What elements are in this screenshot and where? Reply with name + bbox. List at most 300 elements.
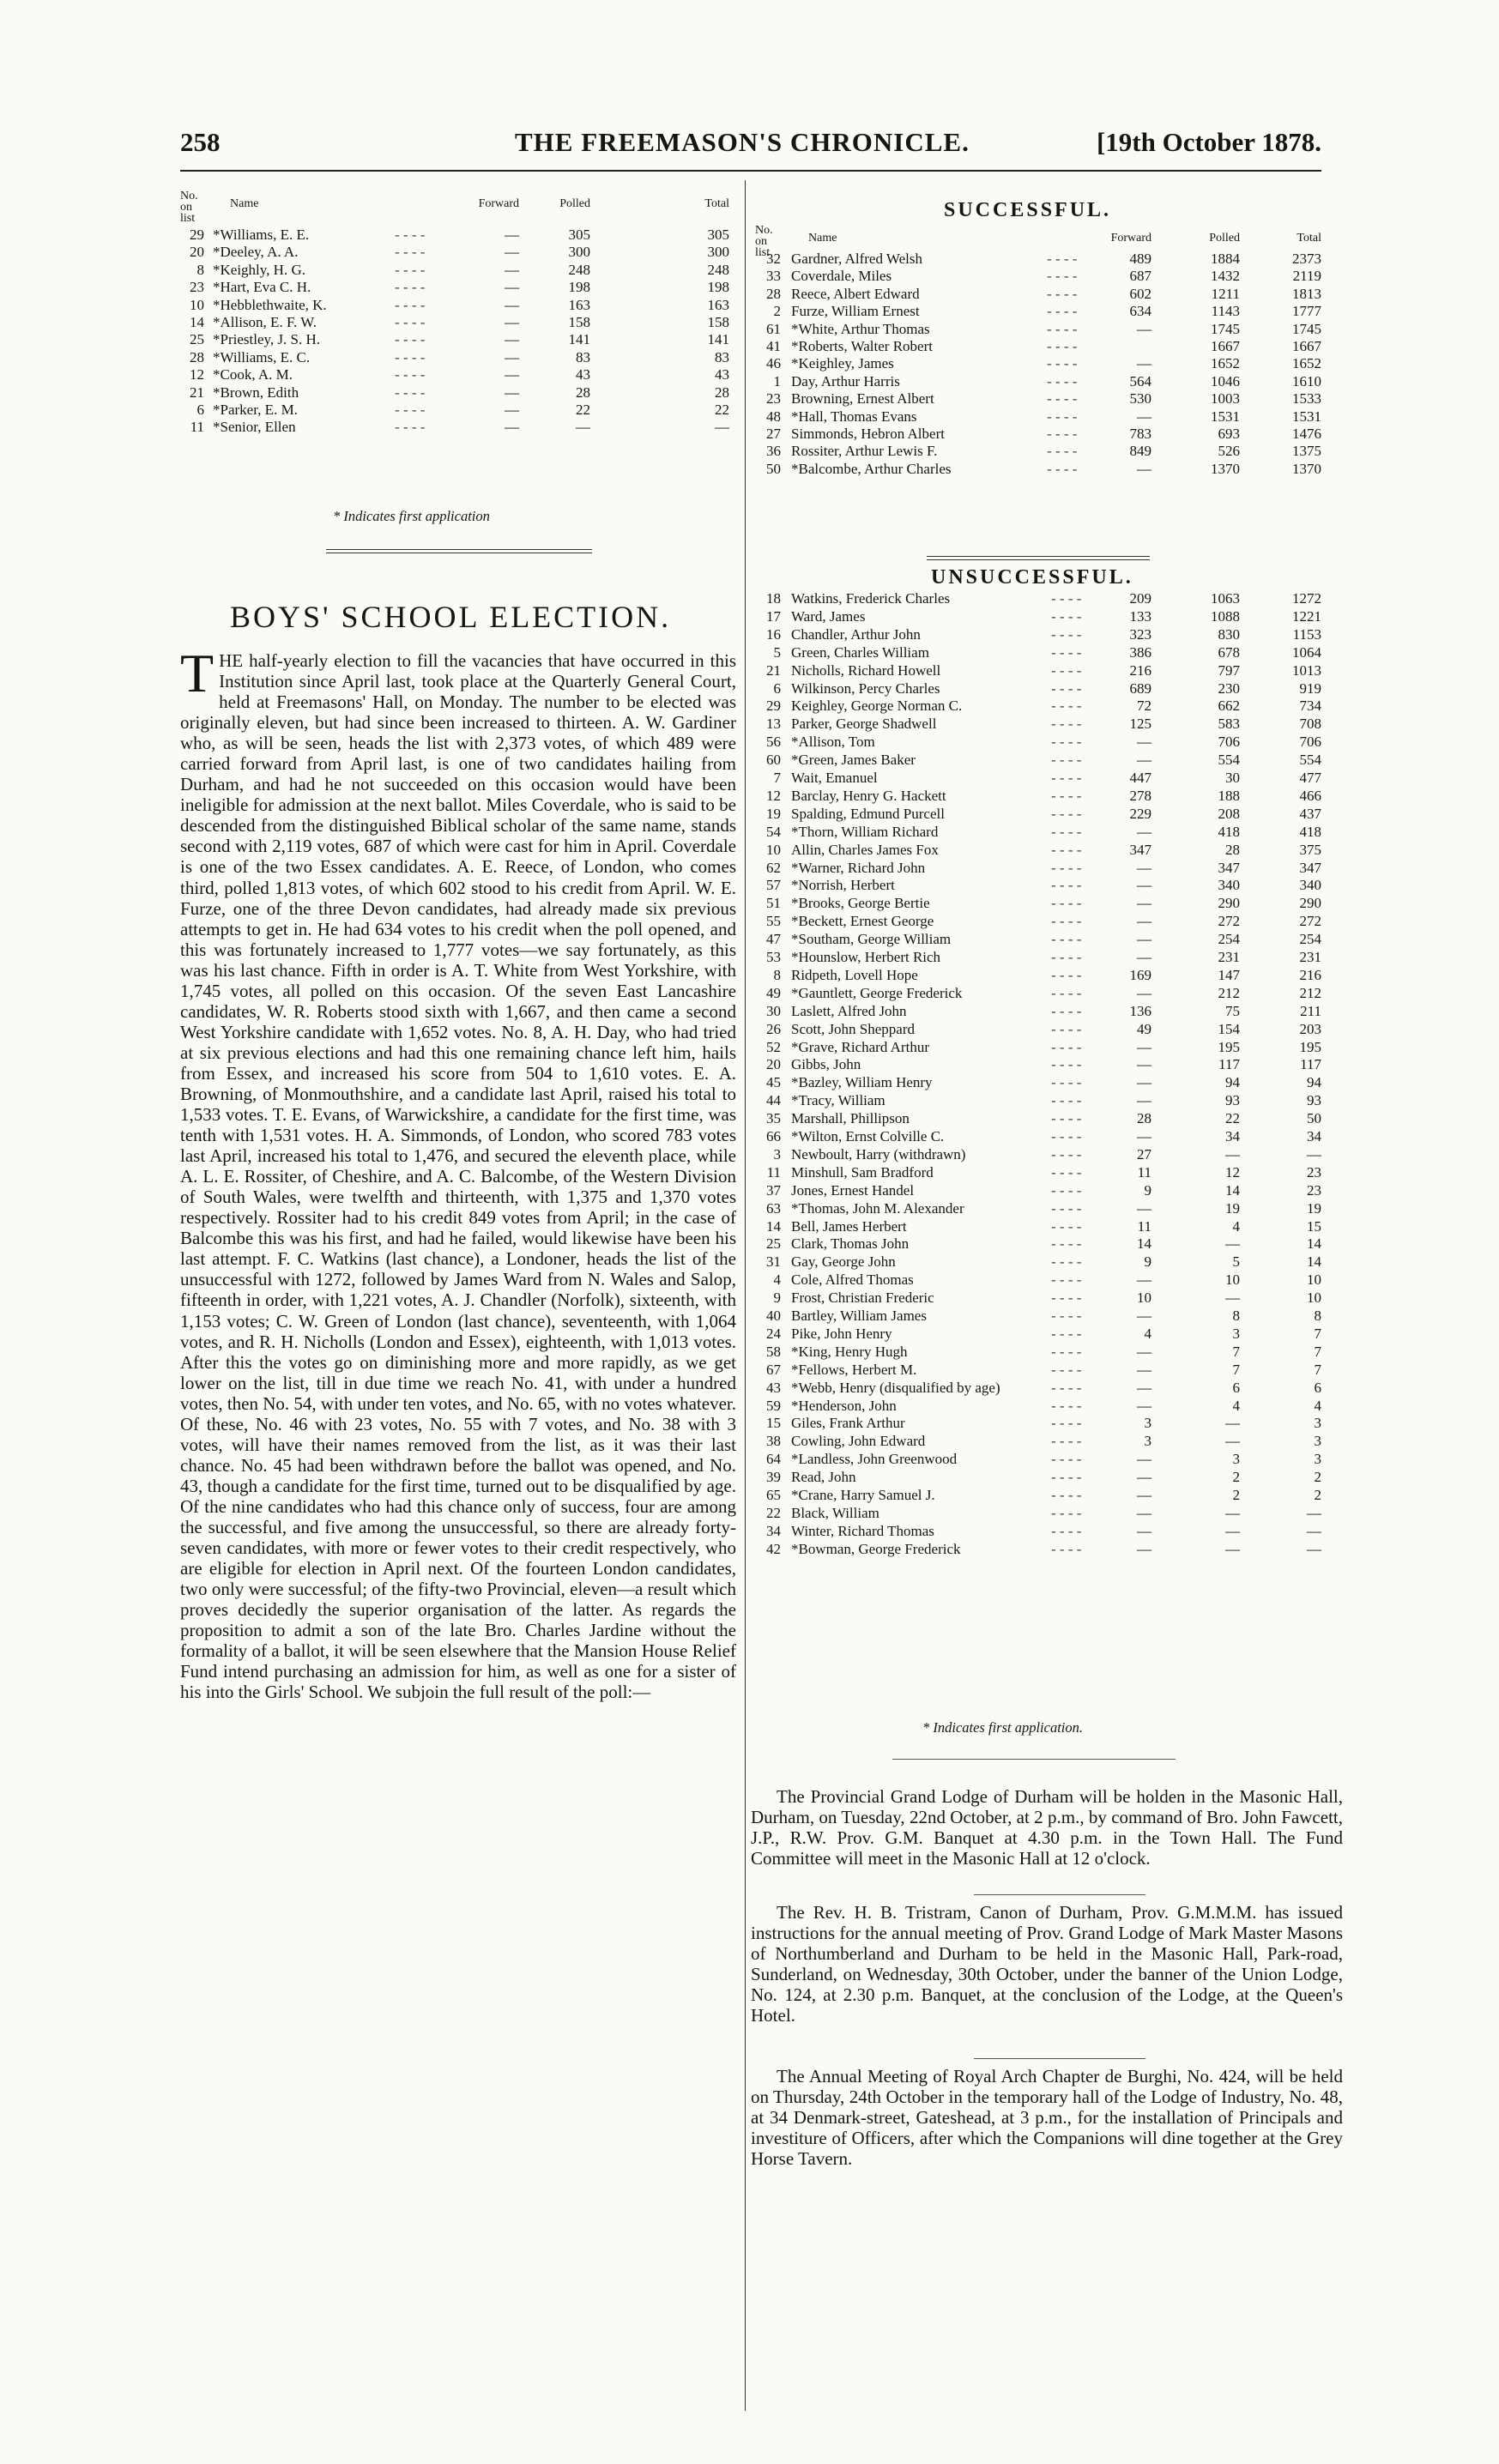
cell-total: 3 xyxy=(1314,1433,1321,1450)
cell-total: 23 xyxy=(1307,1181,1321,1199)
cell-total: — xyxy=(1307,1522,1321,1539)
cell-no: 24 xyxy=(766,1325,781,1342)
cell-no: 20 xyxy=(766,1056,781,1073)
leader-dots: - - - - xyxy=(1051,1253,1082,1271)
cell-no: 49 xyxy=(766,984,781,1001)
table-row xyxy=(180,331,738,348)
table-row xyxy=(755,1451,1326,1468)
table-row xyxy=(755,408,1326,426)
table-row xyxy=(755,860,1326,877)
cell-polled: 12 xyxy=(1225,1163,1240,1181)
cell-polled: 1370 xyxy=(1211,460,1240,477)
cell-no: 6 xyxy=(196,402,204,418)
cell-name: *Priestley, J. S. H. xyxy=(213,331,320,348)
cell-name: *Thomas, John M. Alexander xyxy=(791,1199,964,1217)
leader-dots: - - - - xyxy=(395,226,426,243)
cell-name: Gay, George John xyxy=(791,1253,896,1271)
cell-polled: — xyxy=(1225,1145,1240,1163)
cell-polled: 797 xyxy=(1218,661,1240,679)
cell-name: *Allison, E. F. W. xyxy=(213,314,317,330)
table-row xyxy=(755,824,1326,841)
cell-no: 14 xyxy=(190,314,204,330)
leader-dots: - - - - xyxy=(1051,716,1082,733)
leader-dots: - - - - xyxy=(1051,625,1082,643)
leader-dots: - - - - xyxy=(1051,607,1082,625)
cell-no: 44 xyxy=(766,1092,781,1109)
cell-total: 117 xyxy=(1300,1056,1321,1073)
table-row xyxy=(755,1146,1326,1163)
cell-name: *Hebblethwaite, K. xyxy=(213,296,327,313)
cell-total: 14 xyxy=(1307,1235,1321,1253)
cell-name: *Cook, A. M. xyxy=(213,366,293,383)
cell-forward: — xyxy=(1137,1522,1151,1539)
cell-forward: 72 xyxy=(1137,698,1151,715)
cell-no: 40 xyxy=(766,1307,781,1324)
cell-polled: 830 xyxy=(1218,625,1240,643)
table-row xyxy=(755,1074,1326,1091)
cell-polled: 3 xyxy=(1232,1451,1240,1468)
cell-forward: 447 xyxy=(1129,770,1151,786)
cell-no: 50 xyxy=(766,460,781,477)
cell-total: 1533 xyxy=(1292,390,1321,408)
cell-total: 163 xyxy=(707,296,729,313)
table-row xyxy=(755,1253,1326,1271)
cell-no: 5 xyxy=(773,643,781,661)
cell-forward: 3 xyxy=(1144,1433,1151,1450)
cell-name: Clark, Thomas John xyxy=(791,1235,910,1253)
cell-name: *Hart, Eva C. H. xyxy=(213,279,311,296)
cell-forward: 783 xyxy=(1129,426,1151,442)
table-row xyxy=(755,1289,1326,1307)
cell-name: *Roberts, Walter Robert xyxy=(791,338,933,354)
cell-polled: 1088 xyxy=(1211,607,1240,625)
cell-no: 8 xyxy=(773,966,781,983)
cell-name: Pike, John Henry xyxy=(791,1325,892,1342)
cell-name: *Deeley, A. A. xyxy=(213,244,299,261)
drop-cap: T xyxy=(180,643,215,704)
cell-name: *Landless, John Greenwood xyxy=(791,1451,958,1468)
cell-forward: — xyxy=(1137,408,1151,425)
cell-polled: 1046 xyxy=(1211,372,1240,390)
cell-polled: 22 xyxy=(576,402,590,418)
leader-dots: - - - - xyxy=(1051,661,1082,679)
cell-no: 43 xyxy=(766,1379,781,1396)
cell-polled: 208 xyxy=(1218,805,1240,822)
cell-total: 305 xyxy=(707,226,729,243)
section-divider xyxy=(927,556,1150,560)
cell-total: 15 xyxy=(1307,1217,1321,1235)
leader-dots: - - - - xyxy=(1051,1092,1082,1109)
cell-forward: 689 xyxy=(1129,679,1151,697)
leader-dots: - - - - xyxy=(1047,372,1078,390)
column-header-name: Name xyxy=(230,197,259,210)
cell-no: 33 xyxy=(766,268,781,285)
cell-polled: 22 xyxy=(1225,1110,1240,1127)
cell-name: *Beckett, Ernest George xyxy=(791,913,934,930)
cell-total: 19 xyxy=(1307,1199,1321,1217)
cell-polled: 158 xyxy=(568,314,590,330)
table-row xyxy=(180,244,738,261)
cell-polled: 340 xyxy=(1218,877,1240,894)
table-row xyxy=(755,1056,1326,1073)
leader-dots: - - - - xyxy=(395,279,426,296)
leader-dots: - - - - xyxy=(1047,355,1078,372)
cell-no: 47 xyxy=(766,931,781,948)
cell-name: Furze, William Ernest xyxy=(791,303,920,320)
cell-total: — xyxy=(1307,1145,1321,1163)
leader-dots: - - - - xyxy=(1051,1110,1082,1127)
cell-total: 14 xyxy=(1307,1253,1321,1271)
cell-total: — xyxy=(1307,1504,1321,1521)
cell-name: Ridpeth, Lovell Hope xyxy=(791,966,918,983)
cell-no: 7 xyxy=(773,770,781,786)
cell-no: 18 xyxy=(766,590,781,607)
cell-total: 2 xyxy=(1314,1469,1321,1486)
cell-name: Giles, Frank Arthur xyxy=(791,1415,905,1432)
cell-name: Laslett, Alfred John xyxy=(791,1002,907,1019)
table-row xyxy=(180,419,738,436)
cell-total: 212 xyxy=(1299,984,1321,1001)
cell-no: 1 xyxy=(773,372,781,390)
cell-total: 211 xyxy=(1300,1002,1321,1019)
cell-total: 7 xyxy=(1314,1343,1321,1360)
cell-no: 66 xyxy=(766,1128,781,1144)
cell-name: Barclay, Henry G. Hackett xyxy=(791,787,946,804)
cell-polled: 43 xyxy=(576,366,590,383)
cell-total: 7 xyxy=(1314,1325,1321,1342)
cell-total: 1272 xyxy=(1292,590,1321,607)
leader-dots: - - - - xyxy=(1051,1002,1082,1019)
table-row xyxy=(755,1344,1326,1361)
leader-dots: - - - - xyxy=(1051,823,1082,840)
cell-forward: — xyxy=(1137,1307,1151,1324)
cell-no: 53 xyxy=(766,949,781,965)
cell-forward: — xyxy=(1137,913,1151,930)
cell-polled: 248 xyxy=(568,261,590,278)
cell-polled: 272 xyxy=(1218,913,1240,930)
cell-forward: — xyxy=(1137,1038,1151,1055)
page-header xyxy=(180,127,1321,168)
cell-total: 734 xyxy=(1299,698,1321,715)
notice-mark-masons: The Rev. H. B. Tristram, Canon of Durham, Prov. G.M.M.M. has issued instructions for the annual meeting of Prov. Grand Lodge of Mark Master Masons of Northumberland and Durham to be held in the Masonic Hall, Park-road, Sunderland, on Wednesday, 30th October, under the banner of the Union Lodge, No. 124, at 2.30 p.m. Banquet, at the conclusion of the Lodge, at the Queen's Hotel. xyxy=(751,1902,1343,2026)
cell-forward: — xyxy=(1137,877,1151,894)
cell-name: *Brooks, George Bertie xyxy=(791,895,930,912)
cell-polled: 30 xyxy=(1225,770,1240,786)
cell-no: 4 xyxy=(773,1271,781,1289)
table-row xyxy=(755,461,1326,478)
leader-dots: - - - - xyxy=(1051,859,1082,876)
cell-total: 1610 xyxy=(1292,372,1321,390)
cell-polled: 163 xyxy=(568,296,590,313)
cell-no: 27 xyxy=(766,426,781,442)
cell-forward: — xyxy=(505,331,519,348)
cell-forward: — xyxy=(1137,1361,1151,1378)
cell-total: 1013 xyxy=(1292,661,1321,679)
leader-dots: - - - - xyxy=(1051,752,1082,769)
leader-dots: - - - - xyxy=(1051,1325,1082,1342)
cell-forward: 602 xyxy=(1129,285,1151,302)
cell-polled: 2 xyxy=(1232,1487,1240,1503)
cell-no: 26 xyxy=(766,1020,781,1037)
cell-polled: 212 xyxy=(1218,984,1240,1001)
cell-forward: — xyxy=(1137,1343,1151,1360)
cell-total: 1221 xyxy=(1292,607,1321,625)
cell-no: 56 xyxy=(766,734,781,751)
cell-polled: — xyxy=(1225,1289,1240,1307)
cell-forward: — xyxy=(1137,734,1151,751)
cell-forward: 278 xyxy=(1129,787,1151,804)
table-row xyxy=(755,1039,1326,1056)
cell-name: Browning, Ernest Albert xyxy=(791,390,934,408)
article-body xyxy=(180,643,736,1703)
cell-polled: 117 xyxy=(1218,1056,1240,1073)
table-row xyxy=(755,842,1326,859)
article-text: HE half-yearly election to fill the vacancies that have occurred in this Institution since April last, took place at the Quarterly General Court, held at Freemasons' Hall, on Monday. The number to be elected was originally eleven, but had since been increased to thirteen. A. W. Gardiner who, as will be seen, heads the list with 2,373 votes, of which 489 were carried forward from April last, is one of two candidates hailing from Durham, and had he not succeeded on this occasion would have been ineligible for admission at the next ballot. Miles Coverdale, who is said to be descended from the distinguished Biblical scholar of the same name, stands second with 2,119 votes, 687 of which were cast for him in April. Coverdale is one of the two Essex candidates. A. E. Reece, of London, who comes third, polled 1,813 votes, of which 602 stood to his credit from April. W. E. Furze, one of the three Devon candidates, had already made six previous attempts to get in. He had 634 votes to his credit when the poll opened, and this was fortunately increased to 1,777 votes—we say fortunately, as this was his last chance. Fifth in order is A. T. White from West Yorkshire, with 1,745 votes, all polled on this occasion. Of the seven East Lancashire candidates, W. R. Roberts stood sixth with 1,667, and then came a second West Yorkshire candidate with 1,652 votes. No. 8, A. H. Day, who had tried at six previous elections and had this one remaining chance left him, hails from Essex, and increased his score from 504 to 1,610 votes. E. A. Browning, of Monmouthshire, and a candidate last April, raised his total to 1,533 votes. T. E. Evans, of Warwickshire, a candidate for the first time, was tenth with 1,531 votes. H. A. Simmonds, of London, who scored 783 votes last April, increased his total to 1,476, and secured the eleventh place, while A. L. E. Rossiter, of Cheshire, and A. C. Balcombe, of the Western Division of South Wales, were twelfth and thirteenth, with 1,375 and 1,370 votes respectively. Rossiter had to his credit 849 votes from April; in the case of Balcombe this was his first, and had he failed, would likewise have been his last attempt. F. C. Watkins (last chance), a Londoner, heads the list of the unsuccessful with 1272, followed by James Ward from N. Wales and Salop, fifteenth in order, with 1,221 votes, A. J. Chandler (Norfolk), sixteenth, with 1,153 votes; C. W. Green of London (last chance), seventeenth, with 1,064 votes, and R. H. Nicholls (London and Essex), eighteenth, with 1,013 votes. After this the votes go on diminishing more and more rapidly, as we get lower on the list, till in due time we reach No. 41, with under a hundred votes, then No. 54, with under ten votes, and No. 65, with no votes whatever. Of these, No. 46 with 23 votes, No. 55 with 7 votes, and No. 38 with 3 votes, will have their names removed from the list, as it was their last chance. No. 45 had been withdrawn before the ballot was opened, and No. 43, though a candidate for the first time, turned out to be disqualified by age. Of the nine candidates who had this chance only of success, four are among the successful, and five among the unsuccessful, so there are already forty-seven candidates, with more or fewer votes to their credit respectively, who are eligible for election in April next. Of the fourteen London candidates, two only were successful; of the fifty-two Provincial, eleven—a result which proves decidedly the superior organisation of the latter. As regards the proposition to admit a son of the late Bro. Charles Jardine without the formality of a ballot, it will be seen elsewhere that the Mansion House Relief Fund intend purchasing an admission for him, as well as one for a sister of his into the Girls' School. We subjoin the full result of the poll:— xyxy=(180,650,736,1703)
table-row xyxy=(755,1415,1326,1432)
leader-dots: - - - - xyxy=(395,419,426,436)
cell-name: *Fellows, Herbert M. xyxy=(791,1361,917,1378)
leader-dots: - - - - xyxy=(1047,460,1078,477)
table-row xyxy=(755,752,1326,769)
cell-polled: — xyxy=(576,419,590,436)
cell-forward: — xyxy=(505,244,519,261)
first-application-note: * Indicates first application xyxy=(333,508,490,524)
cell-polled: 1211 xyxy=(1211,285,1240,302)
cell-no: 16 xyxy=(766,625,781,643)
cell-polled: 195 xyxy=(1218,1038,1240,1055)
cell-polled: 678 xyxy=(1218,643,1240,661)
table-row xyxy=(755,806,1326,823)
cell-polled: 147 xyxy=(1218,966,1240,983)
cell-name: Scott, John Sheppard xyxy=(791,1020,916,1037)
cell-no: 2 xyxy=(773,303,781,320)
cell-name: *Southam, George William xyxy=(791,931,952,948)
cell-forward: 9 xyxy=(1144,1253,1151,1271)
header-rule xyxy=(180,170,1321,172)
cell-total: 290 xyxy=(1299,895,1321,912)
cell-polled: 141 xyxy=(568,331,590,348)
cell-forward: 229 xyxy=(1129,805,1151,822)
table-row xyxy=(755,1092,1326,1109)
cell-no: 62 xyxy=(766,859,781,876)
cell-no: 45 xyxy=(766,1074,781,1091)
cell-name: Reece, Albert Edward xyxy=(791,285,920,302)
cell-no: 25 xyxy=(766,1235,781,1253)
cell-no: 21 xyxy=(766,661,781,679)
leader-dots: - - - - xyxy=(395,331,426,348)
cell-no: 67 xyxy=(766,1361,781,1378)
cell-total: 254 xyxy=(1299,931,1321,948)
cell-no: 34 xyxy=(766,1522,781,1539)
cell-name: Black, William xyxy=(791,1504,879,1521)
cell-total: 203 xyxy=(1299,1020,1321,1037)
cell-total: 466 xyxy=(1299,787,1321,804)
unsuccessful-heading: UNSUCCESSFUL. xyxy=(931,566,1133,589)
table-row xyxy=(755,608,1326,625)
table-row xyxy=(755,931,1326,948)
cell-polled: 10 xyxy=(1225,1271,1240,1289)
cell-total: 23 xyxy=(1307,1163,1321,1181)
cell-no: 23 xyxy=(766,390,781,408)
cell-polled: 1143 xyxy=(1211,303,1240,320)
table-row xyxy=(755,734,1326,751)
cell-polled: — xyxy=(1225,1433,1240,1450)
cell-no: 17 xyxy=(766,607,781,625)
cell-name: Coverdale, Miles xyxy=(791,268,892,285)
cell-name: Read, John xyxy=(791,1469,856,1486)
cell-no: 9 xyxy=(773,1289,781,1307)
column-header-total: Total xyxy=(704,197,729,210)
cell-polled: 706 xyxy=(1218,734,1240,751)
cell-name: *Webb, Henry (disqualified by age) xyxy=(791,1379,1000,1396)
cell-polled: 154 xyxy=(1218,1020,1240,1037)
cell-no: 15 xyxy=(766,1415,781,1432)
cell-no: 3 xyxy=(773,1145,781,1163)
cell-total: — xyxy=(715,419,729,436)
table-row xyxy=(755,680,1326,698)
cell-total: 2373 xyxy=(1292,251,1321,267)
cell-polled: 75 xyxy=(1225,1002,1240,1019)
cell-no: 48 xyxy=(766,408,781,425)
cell-polled: 347 xyxy=(1218,859,1240,876)
leader-dots: - - - - xyxy=(1047,426,1078,442)
table-row xyxy=(755,286,1326,303)
leader-dots: - - - - xyxy=(1051,1307,1082,1324)
cell-polled: 93 xyxy=(1225,1092,1240,1109)
leader-dots: - - - - xyxy=(1051,1415,1082,1432)
cell-name: *Henderson, John xyxy=(791,1397,897,1414)
cell-name: Chandler, Arthur John xyxy=(791,625,921,643)
leader-dots: - - - - xyxy=(1051,1235,1082,1253)
cell-total: 3 xyxy=(1314,1451,1321,1468)
cell-forward: 3 xyxy=(1144,1415,1151,1432)
leader-dots: - - - - xyxy=(1051,1289,1082,1307)
cell-forward: 634 xyxy=(1129,303,1151,320)
cell-polled: 1063 xyxy=(1211,590,1240,607)
cell-polled: 231 xyxy=(1218,949,1240,965)
table-row xyxy=(755,1398,1326,1415)
table-row xyxy=(755,1433,1326,1450)
cell-no: 52 xyxy=(766,1038,781,1055)
table-row xyxy=(755,1469,1326,1486)
cell-forward: — xyxy=(1137,949,1151,965)
leader-dots: - - - - xyxy=(1051,1163,1082,1181)
table-row xyxy=(755,1523,1326,1540)
leader-dots: - - - - xyxy=(395,348,426,365)
cell-forward: — xyxy=(505,296,519,313)
leader-dots: - - - - xyxy=(1051,895,1082,912)
table-row xyxy=(755,1003,1326,1020)
page-number: 258 xyxy=(180,127,221,157)
table-row xyxy=(755,770,1326,787)
table-row xyxy=(755,716,1326,733)
notice-divider xyxy=(974,2058,1145,2059)
cell-name: Keighley, George Norman C. xyxy=(791,698,963,715)
table-row xyxy=(755,303,1326,320)
cell-forward: — xyxy=(1137,1271,1151,1289)
table-row xyxy=(180,279,738,296)
cell-polled: 8 xyxy=(1232,1307,1240,1324)
cell-name: *Williams, E. E. xyxy=(213,226,310,243)
cell-no: 8 xyxy=(196,261,204,278)
cell-total: 3 xyxy=(1314,1415,1321,1432)
cell-total: 708 xyxy=(1299,716,1321,733)
leader-dots: - - - - xyxy=(1047,251,1078,267)
column-header-total: Total xyxy=(1297,232,1321,245)
table-row xyxy=(755,698,1326,715)
section-divider xyxy=(326,549,592,553)
cell-name: Ward, James xyxy=(791,607,866,625)
column-header-name: Name xyxy=(808,232,837,245)
cell-no: 13 xyxy=(766,716,781,733)
cell-no: 63 xyxy=(766,1199,781,1217)
table-row xyxy=(755,1307,1326,1325)
leader-dots: - - - - xyxy=(1047,408,1078,425)
leader-dots: - - - - xyxy=(1051,913,1082,930)
leader-dots: - - - - xyxy=(1051,949,1082,965)
cell-total: 1745 xyxy=(1292,320,1321,337)
cell-no: 57 xyxy=(766,877,781,894)
leader-dots: - - - - xyxy=(1051,1504,1082,1521)
table-row xyxy=(755,390,1326,408)
table-row xyxy=(755,1271,1326,1289)
cell-no: 28 xyxy=(766,285,781,302)
cell-name: *Norrish, Herbert xyxy=(791,877,895,894)
cell-name: Parker, George Shadwell xyxy=(791,716,937,733)
cell-polled: 28 xyxy=(576,383,590,401)
cell-name: Gibbs, John xyxy=(791,1056,861,1073)
cell-no: 23 xyxy=(190,279,204,296)
cell-total: 83 xyxy=(715,348,729,365)
cell-no: 42 xyxy=(766,1540,781,1557)
article-heading: BOYS' SCHOOL ELECTION. xyxy=(230,600,672,634)
leader-dots: - - - - xyxy=(1051,643,1082,661)
cell-forward: 4 xyxy=(1144,1325,1151,1342)
cell-name: *Hall, Thomas Evans xyxy=(791,408,917,425)
cell-total: 248 xyxy=(707,261,729,278)
cell-no: 10 xyxy=(766,841,781,858)
cell-polled: 28 xyxy=(1225,841,1240,858)
leader-dots: - - - - xyxy=(1051,1020,1082,1037)
cell-total: 919 xyxy=(1299,679,1321,697)
cell-name: *Bazley, William Henry xyxy=(791,1074,933,1091)
cell-no: 29 xyxy=(766,698,781,715)
leader-dots: - - - - xyxy=(1051,679,1082,697)
cell-polled: 305 xyxy=(568,226,590,243)
leader-dots: - - - - xyxy=(1047,390,1078,408)
table-row xyxy=(755,1128,1326,1145)
cell-name: Allin, Charles James Fox xyxy=(791,841,939,858)
table-row xyxy=(755,251,1326,268)
table-row xyxy=(180,349,738,366)
cell-name: Wait, Emanuel xyxy=(791,770,878,786)
notice-royal-arch: The Annual Meeting of Royal Arch Chapter de Burghi, No. 424, will be held on Thursday, 24th October in the temporary hall of the Lodge of Industry, No. 48, at 34 Denmark-street, Gateshead, at 3 p.m., for the installation of Principals and investiture of Officers, after which the Companions will dine together at the Grey Horse Tavern. xyxy=(751,2066,1343,2170)
cell-forward: — xyxy=(505,348,519,365)
successful-table xyxy=(755,224,1326,582)
leader-dots: - - - - xyxy=(395,261,426,278)
cell-forward: 169 xyxy=(1129,966,1151,983)
cell-name: Bartley, William James xyxy=(791,1307,927,1324)
cell-name: *White, Arthur Thomas xyxy=(791,320,930,337)
unsuccessful-table xyxy=(755,590,1326,1723)
leader-dots: - - - - xyxy=(1051,984,1082,1001)
leader-dots: - - - - xyxy=(1051,698,1082,715)
leader-dots: - - - - xyxy=(1051,1056,1082,1073)
cell-polled: — xyxy=(1225,1540,1240,1557)
cell-total: 1153 xyxy=(1292,625,1321,643)
cell-no: 39 xyxy=(766,1469,781,1486)
table-row xyxy=(180,262,738,279)
